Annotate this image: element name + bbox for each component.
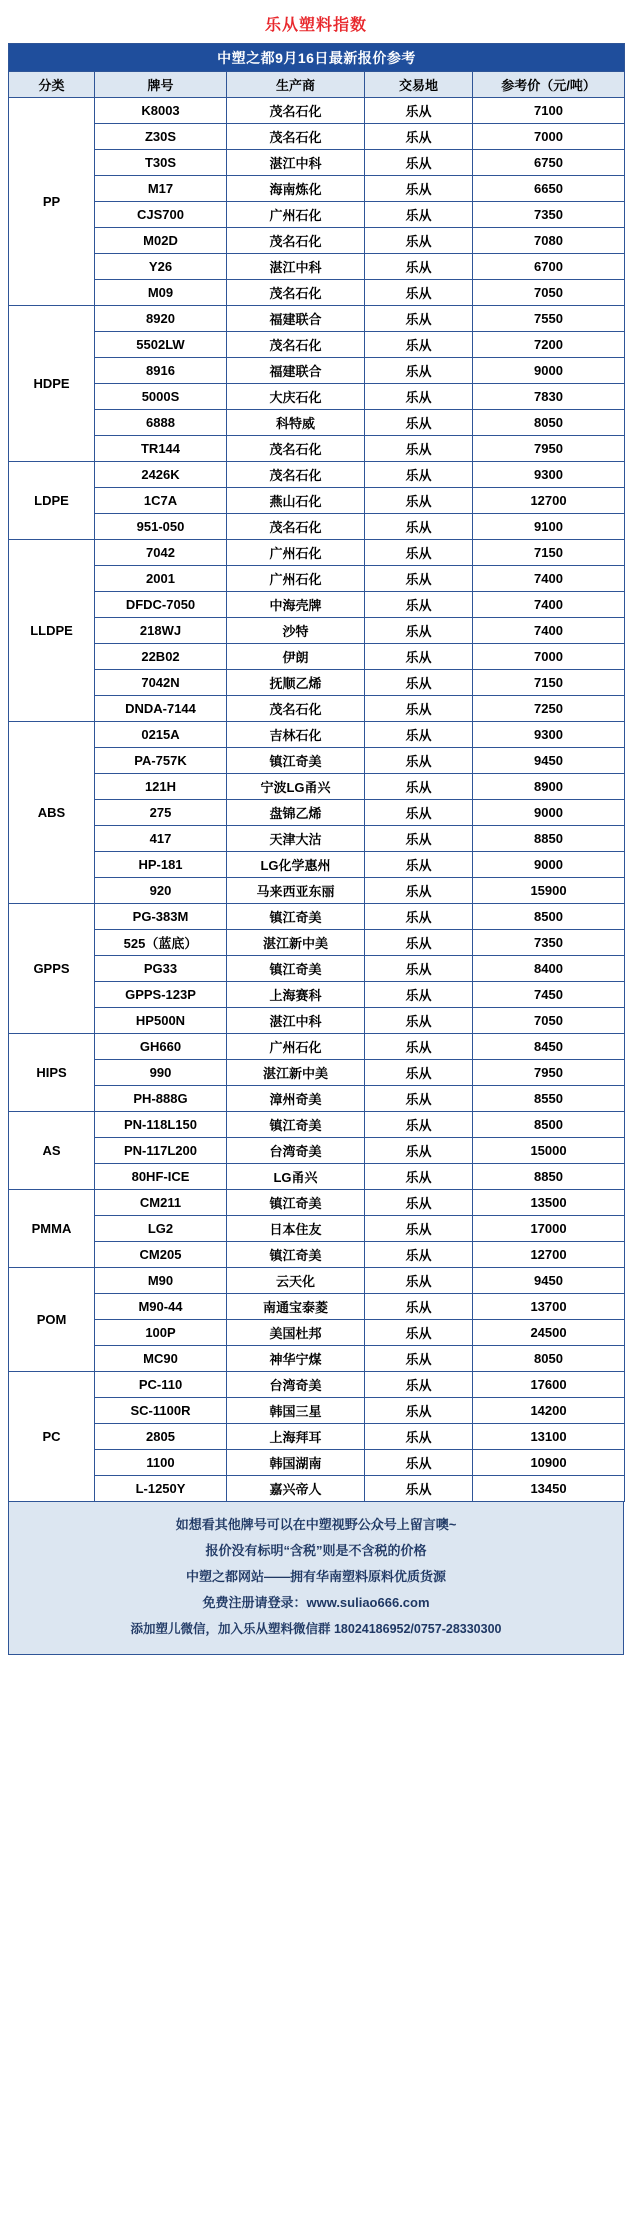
grade-cell: 5502LW xyxy=(95,332,227,358)
place-cell: 乐从 xyxy=(365,1164,473,1190)
manufacturer-cell: 海南炼化 xyxy=(227,176,365,202)
footer-line: 如想看其他牌号可以在中塑视野公众号上留言噢~ xyxy=(175,1517,457,1532)
category-cell: HDPE xyxy=(9,306,95,462)
place-cell: 乐从 xyxy=(365,878,473,904)
grade-cell: 7042N xyxy=(95,670,227,696)
manufacturer-cell: 湛江中科 xyxy=(227,150,365,176)
table-row xyxy=(9,1060,625,1086)
table-row xyxy=(9,1216,625,1242)
grade-cell: MC90 xyxy=(95,1346,227,1372)
grade-cell: 2805 xyxy=(95,1424,227,1450)
table-row xyxy=(9,202,625,228)
place-cell: 乐从 xyxy=(365,358,473,384)
grade-cell: 990 xyxy=(95,1060,227,1086)
price-cell: 24500 xyxy=(473,1320,625,1346)
grade-cell: 1100 xyxy=(95,1450,227,1476)
table-row xyxy=(9,748,625,774)
manufacturer-cell: 茂名石化 xyxy=(227,462,365,488)
manufacturer-cell: 茂名石化 xyxy=(227,332,365,358)
price-cell: 17600 xyxy=(473,1372,625,1398)
table-row xyxy=(9,670,625,696)
grade-cell: M02D xyxy=(95,228,227,254)
footer-line: 中塑之都网站——拥有华南塑料原料优质货源 xyxy=(185,1569,446,1584)
table-row xyxy=(9,462,625,488)
price-cell: 7000 xyxy=(473,124,625,150)
price-cell: 13700 xyxy=(473,1294,625,1320)
table-row xyxy=(9,1450,625,1476)
price-cell: 7400 xyxy=(473,566,625,592)
manufacturer-cell: 湛江中科 xyxy=(227,1008,365,1034)
grade-cell: PH-888G xyxy=(95,1086,227,1112)
place-cell: 乐从 xyxy=(365,1268,473,1294)
manufacturer-cell: 盘锦乙烯 xyxy=(227,800,365,826)
table-row xyxy=(9,826,625,852)
category-cell: HIPS xyxy=(9,1034,95,1112)
grade-cell: 100P xyxy=(95,1320,227,1346)
price-cell: 7830 xyxy=(473,384,625,410)
category-cell: AS xyxy=(9,1112,95,1190)
table-row xyxy=(9,280,625,306)
page-title-bar xyxy=(8,6,624,43)
manufacturer-cell: 云天化 xyxy=(227,1268,365,1294)
manufacturer-cell: LG甬兴 xyxy=(227,1164,365,1190)
grade-cell: K8003 xyxy=(95,98,227,124)
manufacturer-cell: 宁波LG甬兴 xyxy=(227,774,365,800)
manufacturer-cell: 茂名石化 xyxy=(227,228,365,254)
price-cell: 12700 xyxy=(473,488,625,514)
place-cell: 乐从 xyxy=(365,1450,473,1476)
table-row xyxy=(9,1346,625,1372)
place-cell: 乐从 xyxy=(365,228,473,254)
price-cell: 8900 xyxy=(473,774,625,800)
category-cell: LLDPE xyxy=(9,540,95,722)
manufacturer-cell: 大庆石化 xyxy=(227,384,365,410)
manufacturer-cell: 镇江奇美 xyxy=(227,904,365,930)
table-row xyxy=(9,904,625,930)
place-cell: 乐从 xyxy=(365,1112,473,1138)
grade-cell: 7042 xyxy=(95,540,227,566)
price-cell: 9450 xyxy=(473,1268,625,1294)
price-cell: 7000 xyxy=(473,644,625,670)
place-cell: 乐从 xyxy=(365,384,473,410)
price-cell: 7100 xyxy=(473,98,625,124)
manufacturer-cell: 茂名石化 xyxy=(227,124,365,150)
price-cell: 7350 xyxy=(473,930,625,956)
place-cell: 乐从 xyxy=(365,1320,473,1346)
manufacturer-cell: 广州石化 xyxy=(227,540,365,566)
manufacturer-cell: LG化学惠州 xyxy=(227,852,365,878)
manufacturer-cell: 台湾奇美 xyxy=(227,1138,365,1164)
manufacturer-cell: 马来西亚东丽 xyxy=(227,878,365,904)
manufacturer-cell: 美国杜邦 xyxy=(227,1320,365,1346)
grade-cell: 1C7A xyxy=(95,488,227,514)
manufacturer-cell: 湛江新中美 xyxy=(227,930,365,956)
price-cell: 9000 xyxy=(473,852,625,878)
table-row xyxy=(9,540,625,566)
price-cell: 7050 xyxy=(473,1008,625,1034)
manufacturer-cell: 镇江奇美 xyxy=(227,1242,365,1268)
page-title: 乐从塑料指数 xyxy=(264,17,367,34)
grade-cell: 0215A xyxy=(95,722,227,748)
grade-cell: DNDA-7144 xyxy=(95,696,227,722)
table-row xyxy=(9,1086,625,1112)
manufacturer-cell: 上海拜耳 xyxy=(227,1424,365,1450)
grade-cell: M90-44 xyxy=(95,1294,227,1320)
grade-cell: 951-050 xyxy=(95,514,227,540)
footer-line: 添加塑儿微信，加入乐从塑料微信群 18024186952/0757-28330300 xyxy=(130,1622,502,1636)
grade-cell: 525（蓝底） xyxy=(95,930,227,956)
price-cell: 8850 xyxy=(473,826,625,852)
table-row xyxy=(9,436,625,462)
table-row xyxy=(9,1034,625,1060)
table-row xyxy=(9,1190,625,1216)
manufacturer-cell: 台湾奇美 xyxy=(227,1372,365,1398)
price-cell: 13100 xyxy=(473,1424,625,1450)
place-cell: 乐从 xyxy=(365,540,473,566)
manufacturer-cell: 科特威 xyxy=(227,410,365,436)
price-cell: 7200 xyxy=(473,332,625,358)
category-cell: GPPS xyxy=(9,904,95,1034)
grade-cell: Y26 xyxy=(95,254,227,280)
manufacturer-cell: 嘉兴帝人 xyxy=(227,1476,365,1502)
price-cell: 7550 xyxy=(473,306,625,332)
grade-cell: 417 xyxy=(95,826,227,852)
manufacturer-cell: 广州石化 xyxy=(227,202,365,228)
grade-cell: M09 xyxy=(95,280,227,306)
manufacturer-cell: 镇江奇美 xyxy=(227,956,365,982)
price-cell: 15900 xyxy=(473,878,625,904)
table-row xyxy=(9,306,625,332)
grade-cell: T30S xyxy=(95,150,227,176)
place-cell: 乐从 xyxy=(365,800,473,826)
table-row xyxy=(9,1112,625,1138)
table-row xyxy=(9,644,625,670)
manufacturer-cell: 漳州奇美 xyxy=(227,1086,365,1112)
table-row xyxy=(9,488,625,514)
place-cell: 乐从 xyxy=(365,1242,473,1268)
grade-cell: GPPS-123P xyxy=(95,982,227,1008)
price-cell: 7950 xyxy=(473,436,625,462)
table-row xyxy=(9,410,625,436)
place-cell: 乐从 xyxy=(365,670,473,696)
table-row xyxy=(9,1424,625,1450)
category-cell: PMMA xyxy=(9,1190,95,1268)
category-cell: PP xyxy=(9,98,95,306)
grade-cell: 6888 xyxy=(95,410,227,436)
table-row xyxy=(9,332,625,358)
manufacturer-cell: 湛江新中美 xyxy=(227,1060,365,1086)
manufacturer-cell: 韩国湖南 xyxy=(227,1450,365,1476)
table-row xyxy=(9,696,625,722)
grade-cell: 275 xyxy=(95,800,227,826)
place-cell: 乐从 xyxy=(365,956,473,982)
price-cell: 13500 xyxy=(473,1190,625,1216)
category-cell: LDPE xyxy=(9,462,95,540)
place-cell: 乐从 xyxy=(365,1424,473,1450)
grade-cell: DFDC-7050 xyxy=(95,592,227,618)
table-row xyxy=(9,1138,625,1164)
table-row xyxy=(9,852,625,878)
place-cell: 乐从 xyxy=(365,904,473,930)
price-cell: 7150 xyxy=(473,670,625,696)
price-cell: 8050 xyxy=(473,410,625,436)
grade-cell: 80HF-ICE xyxy=(95,1164,227,1190)
grade-cell: 5000S xyxy=(95,384,227,410)
table-row xyxy=(9,124,625,150)
grade-cell: CM205 xyxy=(95,1242,227,1268)
price-cell: 6650 xyxy=(473,176,625,202)
table-row xyxy=(9,384,625,410)
place-cell: 乐从 xyxy=(365,306,473,332)
table-row xyxy=(9,1008,625,1034)
grade-cell: 121H xyxy=(95,774,227,800)
grade-cell: GH660 xyxy=(95,1034,227,1060)
place-cell: 乐从 xyxy=(365,462,473,488)
place-cell: 乐从 xyxy=(365,150,473,176)
price-cell: 10900 xyxy=(473,1450,625,1476)
place-cell: 乐从 xyxy=(365,618,473,644)
footer-notes xyxy=(8,1502,624,1655)
manufacturer-cell: 广州石化 xyxy=(227,566,365,592)
grade-cell: PA-757K xyxy=(95,748,227,774)
price-cell: 14200 xyxy=(473,1398,625,1424)
place-cell: 乐从 xyxy=(365,1034,473,1060)
column-header-price: 参考价（元/吨） xyxy=(473,72,625,98)
price-table xyxy=(8,43,625,1502)
table-row xyxy=(9,514,625,540)
table-row xyxy=(9,982,625,1008)
price-cell: 9300 xyxy=(473,462,625,488)
grade-cell: HP500N xyxy=(95,1008,227,1034)
place-cell: 乐从 xyxy=(365,98,473,124)
table-row xyxy=(9,1398,625,1424)
manufacturer-cell: 茂名石化 xyxy=(227,280,365,306)
manufacturer-cell: 韩国三星 xyxy=(227,1398,365,1424)
table-row xyxy=(9,176,625,202)
place-cell: 乐从 xyxy=(365,176,473,202)
manufacturer-cell: 神华宁煤 xyxy=(227,1346,365,1372)
manufacturer-cell: 茂名石化 xyxy=(227,696,365,722)
place-cell: 乐从 xyxy=(365,488,473,514)
place-cell: 乐从 xyxy=(365,436,473,462)
place-cell: 乐从 xyxy=(365,124,473,150)
manufacturer-cell: 湛江中科 xyxy=(227,254,365,280)
grade-cell: PG-383M xyxy=(95,904,227,930)
grade-cell: SC-1100R xyxy=(95,1398,227,1424)
manufacturer-cell: 镇江奇美 xyxy=(227,748,365,774)
price-cell: 9000 xyxy=(473,800,625,826)
place-cell: 乐从 xyxy=(365,254,473,280)
manufacturer-cell: 天津大沽 xyxy=(227,826,365,852)
table-row xyxy=(9,1476,625,1502)
grade-cell: 22B02 xyxy=(95,644,227,670)
manufacturer-cell: 茂名石化 xyxy=(227,436,365,462)
table-row xyxy=(9,956,625,982)
grade-cell: 8920 xyxy=(95,306,227,332)
price-cell: 6700 xyxy=(473,254,625,280)
manufacturer-cell: 伊朗 xyxy=(227,644,365,670)
place-cell: 乐从 xyxy=(365,982,473,1008)
price-cell: 8450 xyxy=(473,1034,625,1060)
manufacturer-cell: 南通宝泰菱 xyxy=(227,1294,365,1320)
manufacturer-cell: 镇江奇美 xyxy=(227,1112,365,1138)
place-cell: 乐从 xyxy=(365,748,473,774)
price-cell: 17000 xyxy=(473,1216,625,1242)
manufacturer-cell: 日本住友 xyxy=(227,1216,365,1242)
grade-cell: PN-117L200 xyxy=(95,1138,227,1164)
grade-cell: Z30S xyxy=(95,124,227,150)
footer-line: 报价没有标明“含税”则是不含税的价格 xyxy=(205,1543,427,1558)
manufacturer-cell: 镇江奇美 xyxy=(227,1190,365,1216)
table-row xyxy=(9,930,625,956)
place-cell: 乐从 xyxy=(365,1398,473,1424)
grade-cell: 218WJ xyxy=(95,618,227,644)
price-cell: 9300 xyxy=(473,722,625,748)
place-cell: 乐从 xyxy=(365,826,473,852)
column-header-grade: 牌号 xyxy=(95,72,227,98)
price-cell: 7150 xyxy=(473,540,625,566)
table-subtitle-row xyxy=(9,44,625,72)
column-header-manufacturer: 生产商 xyxy=(227,72,365,98)
grade-cell: CJS700 xyxy=(95,202,227,228)
price-cell: 9100 xyxy=(473,514,625,540)
footer-line: 免费注册请登录：www.suliao666.com xyxy=(202,1595,430,1610)
table-row xyxy=(9,1164,625,1190)
price-cell: 8400 xyxy=(473,956,625,982)
price-cell: 7400 xyxy=(473,592,625,618)
price-cell: 15000 xyxy=(473,1138,625,1164)
price-cell: 7350 xyxy=(473,202,625,228)
grade-cell: HP-181 xyxy=(95,852,227,878)
place-cell: 乐从 xyxy=(365,774,473,800)
category-cell: POM xyxy=(9,1268,95,1372)
manufacturer-cell: 茂名石化 xyxy=(227,514,365,540)
price-cell: 8850 xyxy=(473,1164,625,1190)
place-cell: 乐从 xyxy=(365,1346,473,1372)
grade-cell: PG33 xyxy=(95,956,227,982)
manufacturer-cell: 中海壳牌 xyxy=(227,592,365,618)
place-cell: 乐从 xyxy=(365,410,473,436)
price-cell: 8050 xyxy=(473,1346,625,1372)
manufacturer-cell: 沙特 xyxy=(227,618,365,644)
manufacturer-cell: 广州石化 xyxy=(227,1034,365,1060)
table-row xyxy=(9,774,625,800)
price-cell: 8550 xyxy=(473,1086,625,1112)
place-cell: 乐从 xyxy=(365,1190,473,1216)
grade-cell: M17 xyxy=(95,176,227,202)
price-cell: 8500 xyxy=(473,904,625,930)
place-cell: 乐从 xyxy=(365,1372,473,1398)
grade-cell: M90 xyxy=(95,1268,227,1294)
price-cell: 8500 xyxy=(473,1112,625,1138)
place-cell: 乐从 xyxy=(365,1294,473,1320)
price-cell: 9450 xyxy=(473,748,625,774)
place-cell: 乐从 xyxy=(365,514,473,540)
grade-cell: 8916 xyxy=(95,358,227,384)
category-cell: ABS xyxy=(9,722,95,904)
table-subtitle: 中塑之都9月16日最新报价参考 xyxy=(9,44,625,72)
manufacturer-cell: 抚顺乙烯 xyxy=(227,670,365,696)
category-cell: PC xyxy=(9,1372,95,1502)
place-cell: 乐从 xyxy=(365,1060,473,1086)
manufacturer-cell: 燕山石化 xyxy=(227,488,365,514)
table-row xyxy=(9,878,625,904)
place-cell: 乐从 xyxy=(365,696,473,722)
column-header-place: 交易地 xyxy=(365,72,473,98)
price-cell: 6750 xyxy=(473,150,625,176)
place-cell: 乐从 xyxy=(365,1216,473,1242)
grade-cell: 920 xyxy=(95,878,227,904)
manufacturer-cell: 上海赛科 xyxy=(227,982,365,1008)
grade-cell: LG2 xyxy=(95,1216,227,1242)
manufacturer-cell: 福建联合 xyxy=(227,306,365,332)
place-cell: 乐从 xyxy=(365,1008,473,1034)
grade-cell: PC-110 xyxy=(95,1372,227,1398)
manufacturer-cell: 吉林石化 xyxy=(227,722,365,748)
place-cell: 乐从 xyxy=(365,1086,473,1112)
place-cell: 乐从 xyxy=(365,852,473,878)
grade-cell: PN-118L150 xyxy=(95,1112,227,1138)
price-cell: 7250 xyxy=(473,696,625,722)
grade-cell: TR144 xyxy=(95,436,227,462)
table-row xyxy=(9,1372,625,1398)
price-cell: 7050 xyxy=(473,280,625,306)
table-row xyxy=(9,358,625,384)
place-cell: 乐从 xyxy=(365,592,473,618)
table-row xyxy=(9,98,625,124)
price-cell: 7400 xyxy=(473,618,625,644)
table-row xyxy=(9,1268,625,1294)
table-row xyxy=(9,1242,625,1268)
grade-cell: 2001 xyxy=(95,566,227,592)
table-row xyxy=(9,592,625,618)
price-cell: 7950 xyxy=(473,1060,625,1086)
price-cell: 7450 xyxy=(473,982,625,1008)
place-cell: 乐从 xyxy=(365,722,473,748)
place-cell: 乐从 xyxy=(365,644,473,670)
grade-cell: 2426K xyxy=(95,462,227,488)
price-cell: 12700 xyxy=(473,1242,625,1268)
price-cell: 9000 xyxy=(473,358,625,384)
manufacturer-cell: 福建联合 xyxy=(227,358,365,384)
table-row xyxy=(9,722,625,748)
place-cell: 乐从 xyxy=(365,332,473,358)
manufacturer-cell: 茂名石化 xyxy=(227,98,365,124)
place-cell: 乐从 xyxy=(365,930,473,956)
place-cell: 乐从 xyxy=(365,1476,473,1502)
table-row xyxy=(9,254,625,280)
table-row xyxy=(9,1294,625,1320)
table-row xyxy=(9,618,625,644)
price-cell: 7080 xyxy=(473,228,625,254)
table-row xyxy=(9,566,625,592)
table-row xyxy=(9,150,625,176)
price-cell: 13450 xyxy=(473,1476,625,1502)
table-row xyxy=(9,1320,625,1346)
place-cell: 乐从 xyxy=(365,202,473,228)
table-row xyxy=(9,228,625,254)
table-row xyxy=(9,800,625,826)
grade-cell: L-1250Y xyxy=(95,1476,227,1502)
place-cell: 乐从 xyxy=(365,280,473,306)
table-column-header-row xyxy=(9,72,625,98)
grade-cell: CM211 xyxy=(95,1190,227,1216)
column-header-category: 分类 xyxy=(9,72,95,98)
place-cell: 乐从 xyxy=(365,1138,473,1164)
place-cell: 乐从 xyxy=(365,566,473,592)
